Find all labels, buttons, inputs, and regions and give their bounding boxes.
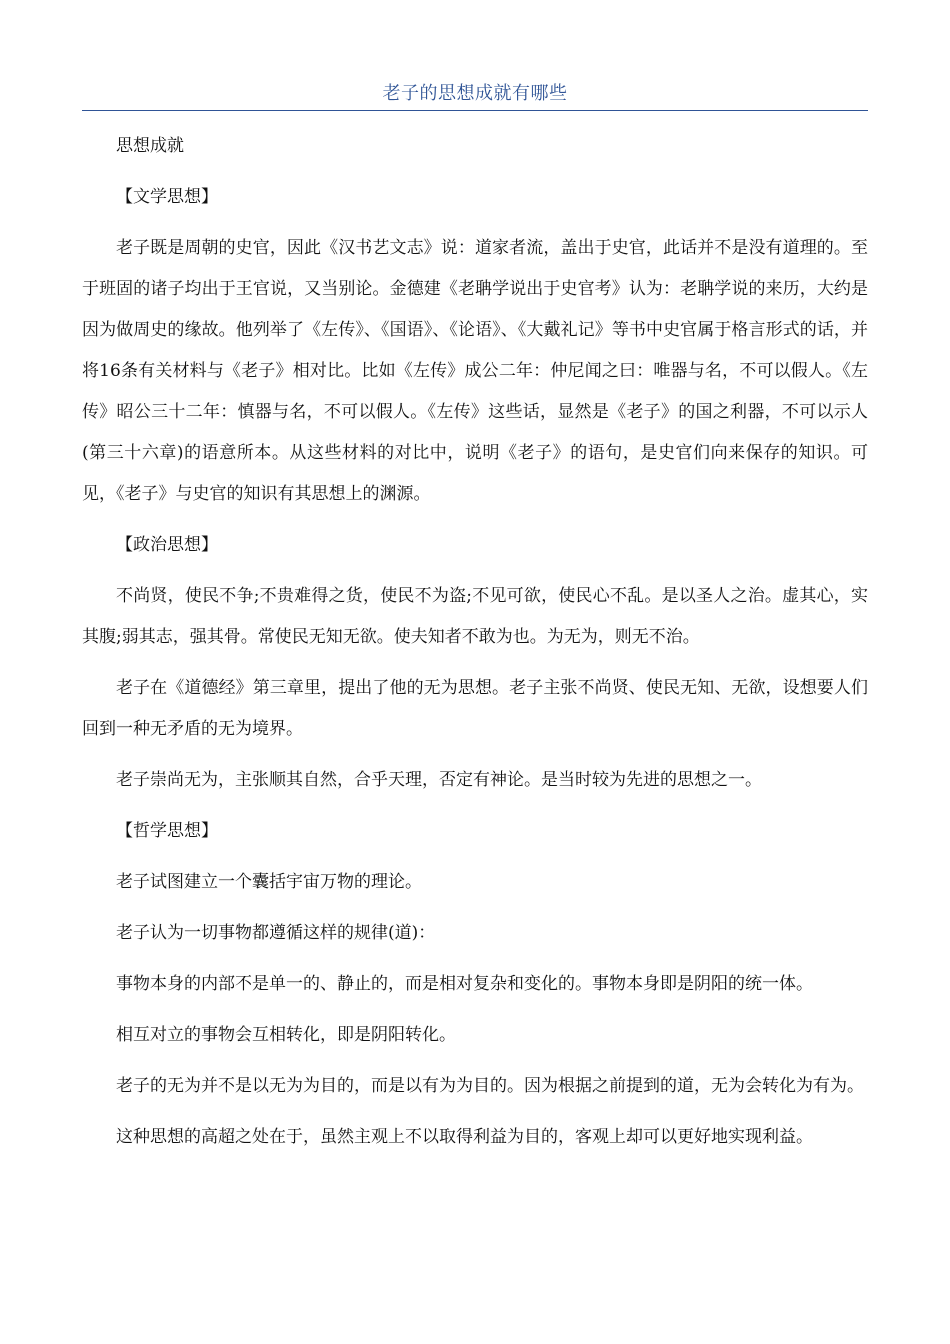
philosophy-paragraph-5: 老子的无为并不是以无为为目的，而是以有为为目的。因为根据之前提到的道，无为会转化为有为。 [116, 1076, 864, 1096]
politics-paragraph-3: 老子崇尚无为，主张顺其自然，合乎天理，否定有神论。是当时较为先进的思想之一。 [116, 770, 762, 790]
politics-paragraph-1: 不尚贤，使民不争;不贵难得之货，使民不为盗;不见可欲，使民心不乱。是以圣人之治。虚其心，实其腹;弱其志，强其骨。常使民无知无欲。使夫知者不敢为也。为无为，则无不治。 [82, 586, 868, 647]
philosophy-paragraph-2: 老子认为一切事物都遵循这样的规律(道)： [116, 923, 436, 943]
literature-paragraph: 老子既是周朝的史官，因此《汉书艺文志》说：道家者流，盖出于史官，此话并不是没有道理的。至于班固的诸子均出于王官说，又当别论。金德建《老聃学说出于史官考》认为：老聃学说的来历，大约是因为做周史的缘故。他列举了《左传》、《国语》、《论语》、《大戴礼记》等书中史官属于格言形式的话，并将16条有关材料与《老子》相对比。比如《左传》成公二年：仲尼闻之曰：唯器与名，不可以假人。《左传》昭公三十二年：慎器与名，不可以假人。《左传》这些话，显然是《老子》的国之利器，不可以示人(第三十六章)的语意所本。从这些材料的对比中，说明《老子》的语句，是史官们向来保存的知识。可见，《老子》与史官的知识有其思想上的渊源。 [82, 238, 868, 504]
intro-paragraph: 思想成就 [116, 136, 184, 156]
page-title: 老子的思想成就有哪些 [382, 83, 568, 104]
philosophy-paragraph-3: 事物本身的内部不是单一的、静止的，而是相对复杂和变化的。事物本身即是阴阳的统一体。 [116, 974, 813, 994]
philosophy-paragraph-6: 这种思想的高超之处在于，虽然主观上不以取得利益为目的，客观上却可以更好地实现利益。 [116, 1127, 813, 1147]
section-heading-politics: 【政治思想】 [116, 535, 218, 555]
philosophy-paragraph-4: 相互对立的事物会互相转化，即是阴阳转化。 [116, 1025, 456, 1045]
politics-paragraph-2: 老子在《道德经》第三章里，提出了他的无为思想。老子主张不尚贤、使民无知、无欲，设想要人们回到一种无矛盾的无为境界。 [82, 678, 868, 739]
section-heading-philosophy: 【哲学思想】 [116, 821, 218, 841]
document-body [82, 126, 868, 1168]
title-bar [82, 82, 868, 111]
philosophy-paragraph-1: 老子试图建立一个囊括宇宙万物的理论。 [116, 872, 422, 892]
section-heading-literature: 【文学思想】 [116, 187, 218, 207]
